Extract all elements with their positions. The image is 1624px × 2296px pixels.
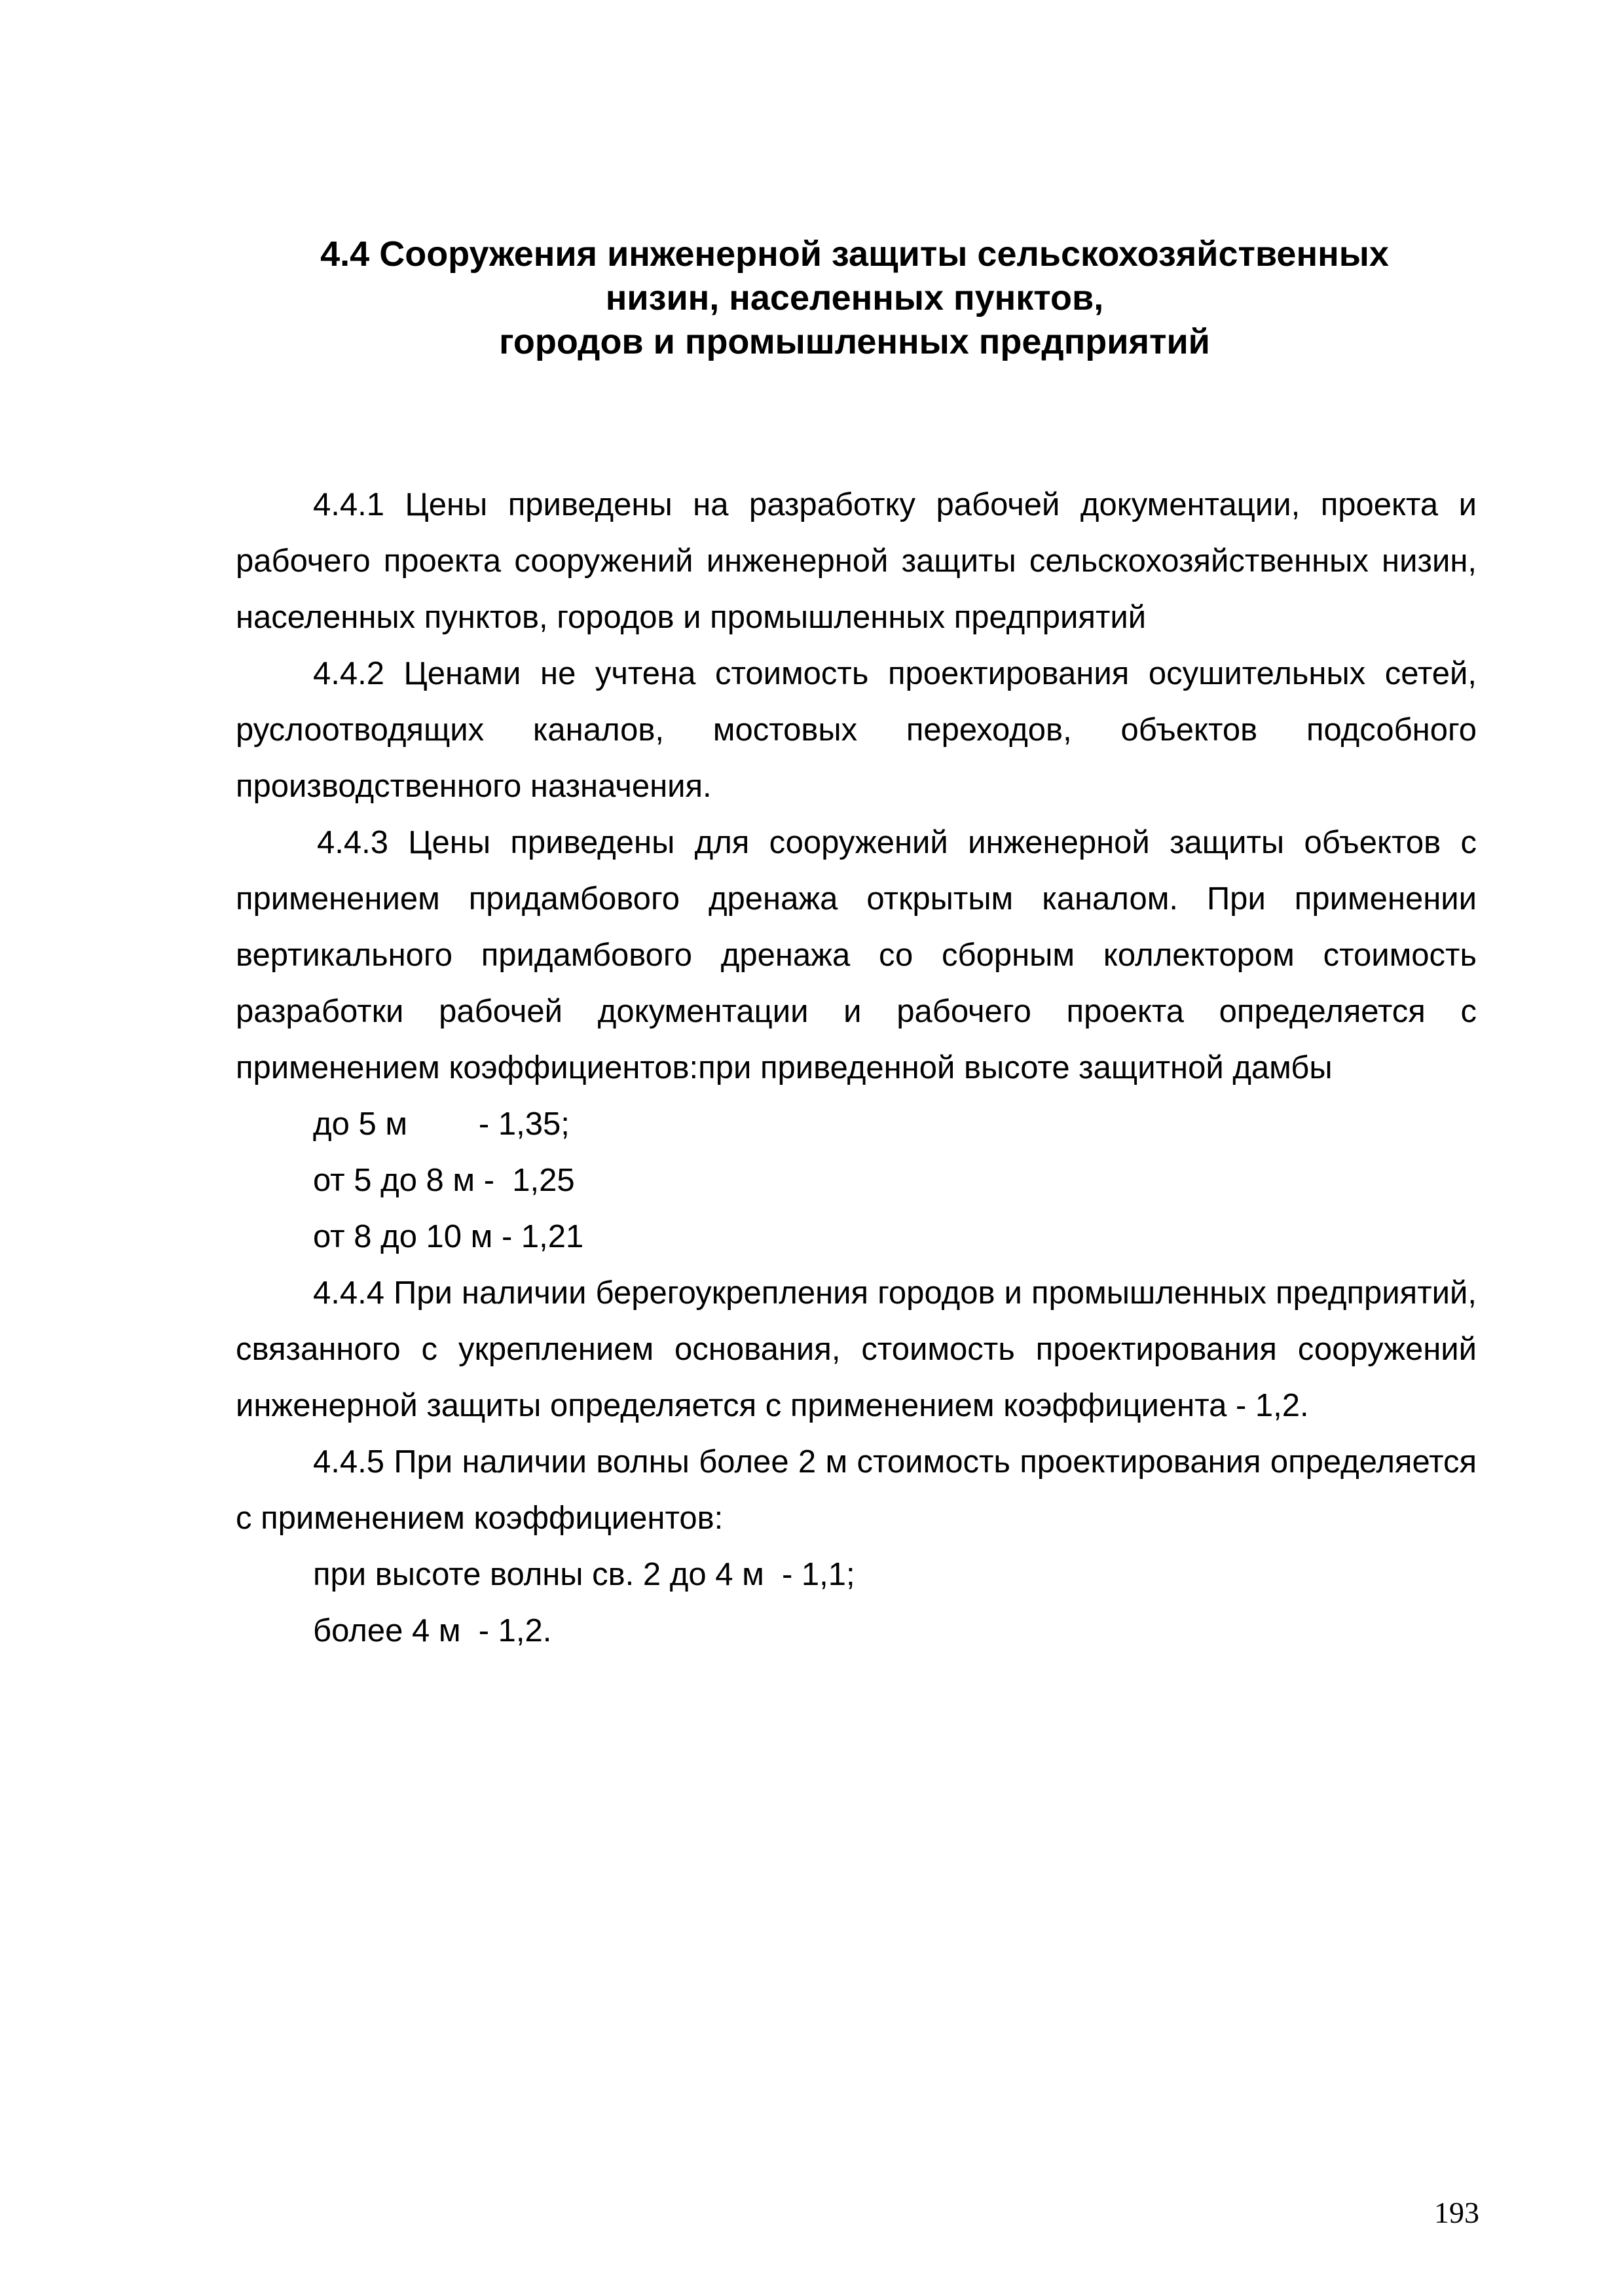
page-number: 193 bbox=[1434, 2196, 1479, 2229]
paragraph-4-4-4: 4.4.4 При наличии берегоукрепления городов и промышленных предприятий, связанного с укреплением основания, стоимость проектирования сооружений инженерной защиты определяется с применением коэффициента - 1,2. bbox=[236, 1275, 1477, 1423]
section-title-line-1: 4.4 Сооружения инженерной защиты сельскохозяйственных bbox=[320, 234, 1389, 274]
list-item: при высоте волны св. 2 до 4 м - 1,1; bbox=[313, 1557, 855, 1592]
section-title bbox=[249, 232, 1460, 364]
coefficient-list-dam-height bbox=[236, 1096, 1477, 1265]
document-body bbox=[236, 477, 1477, 1659]
paragraph-4-4-2: 4.4.2 Ценами не учтена стоимость проектирования осушительных сетей, руслоотводящих каналов, мостовых переходов, объектов подсобного производственного назначения. bbox=[236, 656, 1477, 804]
section-title-line-3: городов и промышленных предприятий bbox=[499, 322, 1210, 361]
section-title-line-2: низин, населенных пунктов, bbox=[605, 278, 1104, 318]
list-item: более 4 м - 1,2. bbox=[313, 1613, 552, 1649]
paragraph-4-4-3: 4.4.3 Цены приведены для сооружений инженерной защиты объектов с применением придамбового дренажа открытым каналом. При применении вертикального придамбового дренажа со сборным коллектором стоимость разработки рабочей документации и рабочего проекта определяется с применением коэффициентов:при приведенной высоте защитной дамбы bbox=[236, 825, 1477, 1085]
coefficient-list-wave-height bbox=[236, 1546, 1477, 1659]
paragraph-4-4-1: 4.4.1 Цены приведены на разработку рабочей документации, проекта и рабочего проекта сооружений инженерной защиты сельскохозяйственных низин, населенных пунктов, городов и промышленных предприятий bbox=[236, 487, 1477, 635]
paragraph-4-4-5: 4.4.5 При наличии волны более 2 м стоимость проектирования определяется с применением коэффициентов: bbox=[236, 1444, 1477, 1536]
list-item: до 5 м - 1,35; bbox=[313, 1106, 570, 1142]
list-item: от 8 до 10 м - 1,21 bbox=[313, 1219, 584, 1254]
list-item: от 5 до 8 м - 1,25 bbox=[313, 1163, 575, 1198]
